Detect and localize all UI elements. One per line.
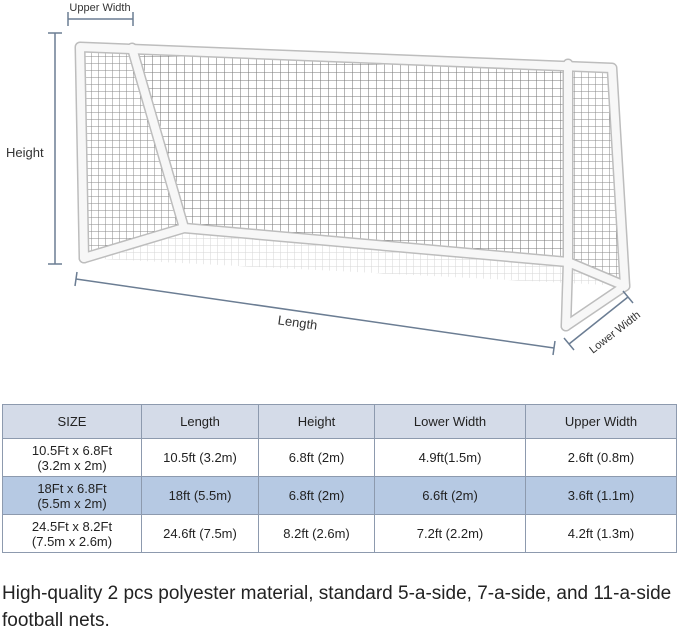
cell-size	[3, 515, 142, 553]
cell-height: 8.2ft (2.6m)	[259, 515, 375, 553]
length-label: Length	[276, 312, 319, 333]
cell-lower-width: 7.2ft (2.2m)	[375, 515, 526, 553]
cell-length: 10.5ft (3.2m)	[142, 439, 259, 477]
cell-upper-width: 3.6ft (1.1m)	[526, 477, 677, 515]
header-length: Length	[142, 405, 259, 439]
table-row	[3, 515, 677, 553]
size-m: (3.2m x 2m)	[37, 457, 107, 473]
lower-width-label: Lower Width	[587, 309, 643, 357]
cell-upper-width: 2.6ft (0.8m)	[526, 439, 677, 477]
cell-size	[3, 439, 142, 477]
cell-length: 18ft (5.5m)	[142, 477, 259, 515]
cell-lower-width: 6.6ft (2m)	[375, 477, 526, 515]
size-ft: 24.5Ft x 8.2Ft	[31, 518, 113, 534]
upper-width-dimension	[68, 12, 133, 26]
height-label: Height	[6, 145, 44, 160]
cell-height: 6.8ft (2m)	[259, 439, 375, 477]
size-ft: 10.5Ft x 6.8Ft	[31, 442, 113, 458]
table-row	[3, 477, 677, 515]
upper-width-label: Upper Width	[69, 2, 131, 14]
cell-upper-width: 4.2ft (1.3m)	[526, 515, 677, 553]
table-row	[3, 439, 677, 477]
length-dimension	[75, 272, 555, 355]
product-caption: High-quality 2 pcs polyester material, standard 5-a-side, 7-a-side, and 11-a-side football nets.	[2, 583, 672, 631]
size-ft: 18Ft x 6.8Ft	[37, 480, 107, 496]
cell-length: 24.6ft (7.5m)	[142, 515, 259, 553]
header-height: Height	[259, 405, 375, 439]
size-m: (7.5m x 2.6m)	[31, 533, 113, 549]
header-lower-width: Lower Width	[375, 405, 526, 439]
cell-size	[3, 477, 142, 515]
cell-height: 6.8ft (2m)	[259, 477, 375, 515]
height-dimension	[48, 33, 62, 264]
size-table	[2, 404, 677, 553]
header-upper-width: Upper Width	[526, 405, 677, 439]
size-m: (5.5m x 2m)	[37, 495, 107, 511]
header-size: SIZE	[3, 405, 142, 439]
table-header-row	[3, 405, 677, 439]
cell-lower-width: 4.9ft(1.5m)	[375, 439, 526, 477]
